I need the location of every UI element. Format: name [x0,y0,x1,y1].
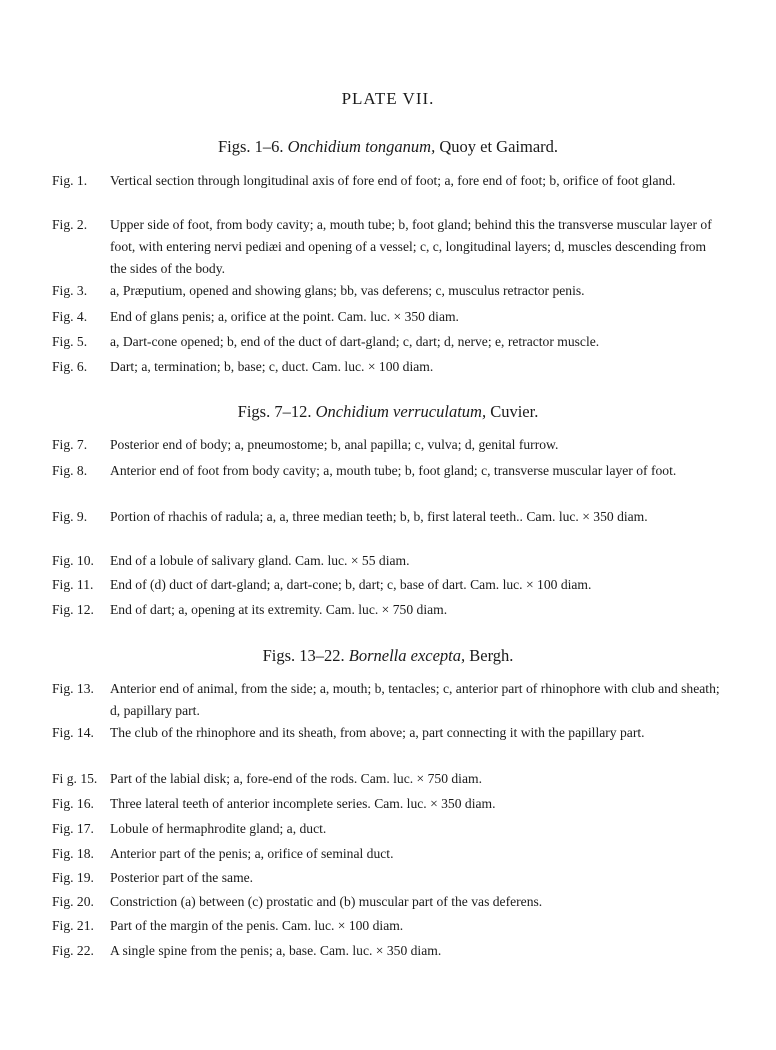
figure-caption: Upper side of foot, from body cavity; a, mouth tube; b, foot gland; behind this the transverse muscular layer of foot, with entering nervi pediæi and opening of a vessel; c, c, longitudinal layers; d, muscles descending from the sides of the body. [110,217,712,276]
figure-caption: Part of the margin of the penis. Cam. luc. × 100 diam. [110,918,404,933]
section-genus: Onchidium tonganum, [287,137,436,156]
figure-label: Fig. 19. [52,870,94,885]
figure-caption: Dart; a, termination; b, base; c, duct. Cam. luc. × 100 diam. [110,359,434,374]
figure-label: Fig. 16. [52,796,94,811]
section-author: Bergh. [469,646,514,665]
figure-entry [52,843,720,865]
figure-caption: End of (d) duct of dart-gland; a, dart-cone; b, dart; c, base of dart. Cam. luc. × 100 diam. [110,577,592,592]
figure-label: Fig. 8. [52,463,88,478]
section-title [0,402,776,422]
figure-entry [52,599,720,621]
figure-entry [52,434,720,456]
figure-entry [52,506,720,528]
figure-entry [52,915,720,937]
section-figs: Figs. 7–12. [237,402,312,421]
figure-caption: Three lateral teeth of anterior incomplete series. Cam. luc. × 350 diam. [110,796,496,811]
figure-label: Fig. 2. [52,217,88,232]
figure-caption: Posterior part of the same. [110,870,254,885]
figure-entry [52,170,720,192]
figure-caption: A single spine from the penis; a, base. Cam. luc. × 350 diam. [110,943,442,958]
figure-caption: a, Dart-cone opened; b, end of the duct of dart-gland; c, dart; d, nerve; e, retractor muscle. [110,334,600,349]
figure-entry [52,356,720,378]
figure-caption: End of a lobule of salivary gland. Cam. luc. × 55 diam. [110,553,410,568]
figure-caption: Vertical section through longitudinal axis of fore end of foot; a, fore end of foot; b, orifice of foot gland. [110,173,676,188]
figure-caption: Posterior end of body; a, pneumostome; b, anal papilla; c, vulva; d, genital furrow. [110,437,559,452]
figure-label: Fig. 5. [52,334,88,349]
figure-label: Fig. 3. [52,283,88,298]
figure-caption: End of dart; a, opening at its extremity. Cam. luc. × 750 diam. [110,602,448,617]
figure-label: Fig. 6. [52,359,88,374]
figure-entry [52,891,720,913]
figure-label: Fig. 14. [52,725,94,740]
figure-entry [52,214,720,280]
figure-label: Fig. 7. [52,437,88,452]
figure-entry [52,768,720,790]
figure-caption: The club of the rhinophore and its sheath, from above; a, part connecting it with the papillary part. [110,725,645,740]
section-author: Quoy et Gaimard. [439,137,559,156]
figure-caption: Anterior part of the penis; a, orifice of seminal duct. [110,846,394,861]
plate-title: PLATE VII. [341,89,435,108]
figure-entry [52,722,720,744]
figure-label: Fi g. 15. [52,771,98,786]
figure-label: Fig. 12. [52,602,94,617]
figure-caption: Anterior end of animal, from the side; a, mouth; b, tentacles; c, anterior part of rhinophore with club and sheath; d, papillary part. [110,681,720,718]
section-figs: Figs. 13–22. [262,646,345,665]
figure-label: Fig. 9. [52,509,88,524]
figure-label: Fig. 21. [52,918,94,933]
figure-label: Fig. 13. [52,681,94,696]
section-genus: Onchidium verruculatum, [315,402,487,421]
figure-label: Fig. 17. [52,821,94,836]
figure-entry [52,818,720,840]
figure-label: Fig. 1. [52,173,88,188]
figure-entry [52,793,720,815]
figure-caption: a, Præputium, opened and showing glans; bb, vas deferens; c, musculus retractor penis. [110,283,585,298]
figure-entry [52,460,720,482]
figure-label: Fig. 22. [52,943,94,958]
figure-caption: Lobule of hermaphrodite gland; a, duct. [110,821,327,836]
section-title [0,137,776,157]
figure-caption: Anterior end of foot from body cavity; a, mouth tube; b, foot gland; c, transverse muscular layer of foot. [110,463,677,478]
figure-caption: Portion of rhachis of radula; a, a, three median teeth; b, b, first lateral teeth.. Cam. luc. × 350 diam. [110,509,648,524]
figure-label: Fig. 11. [52,577,94,592]
figure-caption: End of glans penis; a, orifice at the point. Cam. luc. × 350 diam. [110,309,459,324]
figure-entry [52,550,720,572]
figure-entry [52,574,720,596]
figure-caption: Constriction (a) between (c) prostatic and (b) muscular part of the vas deferens. [110,894,543,909]
figure-label: Fig. 20. [52,894,94,909]
figure-entry [52,280,720,302]
section-title [0,646,776,666]
figure-entry [52,940,720,962]
section-genus: Bornella excepta, [348,646,466,665]
figure-label: Fig. 18. [52,846,94,861]
figure-label: Fig. 10. [52,553,94,568]
figure-caption: Part of the labial disk; a, fore-end of the rods. Cam. luc. × 750 diam. [110,771,482,786]
figure-entry [52,867,720,889]
figure-entry [52,331,720,353]
section-author: Cuvier. [490,402,539,421]
figure-label: Fig. 4. [52,309,88,324]
figure-entry [52,678,720,722]
section-figs: Figs. 1–6. [217,137,284,156]
figure-entry [52,306,720,328]
